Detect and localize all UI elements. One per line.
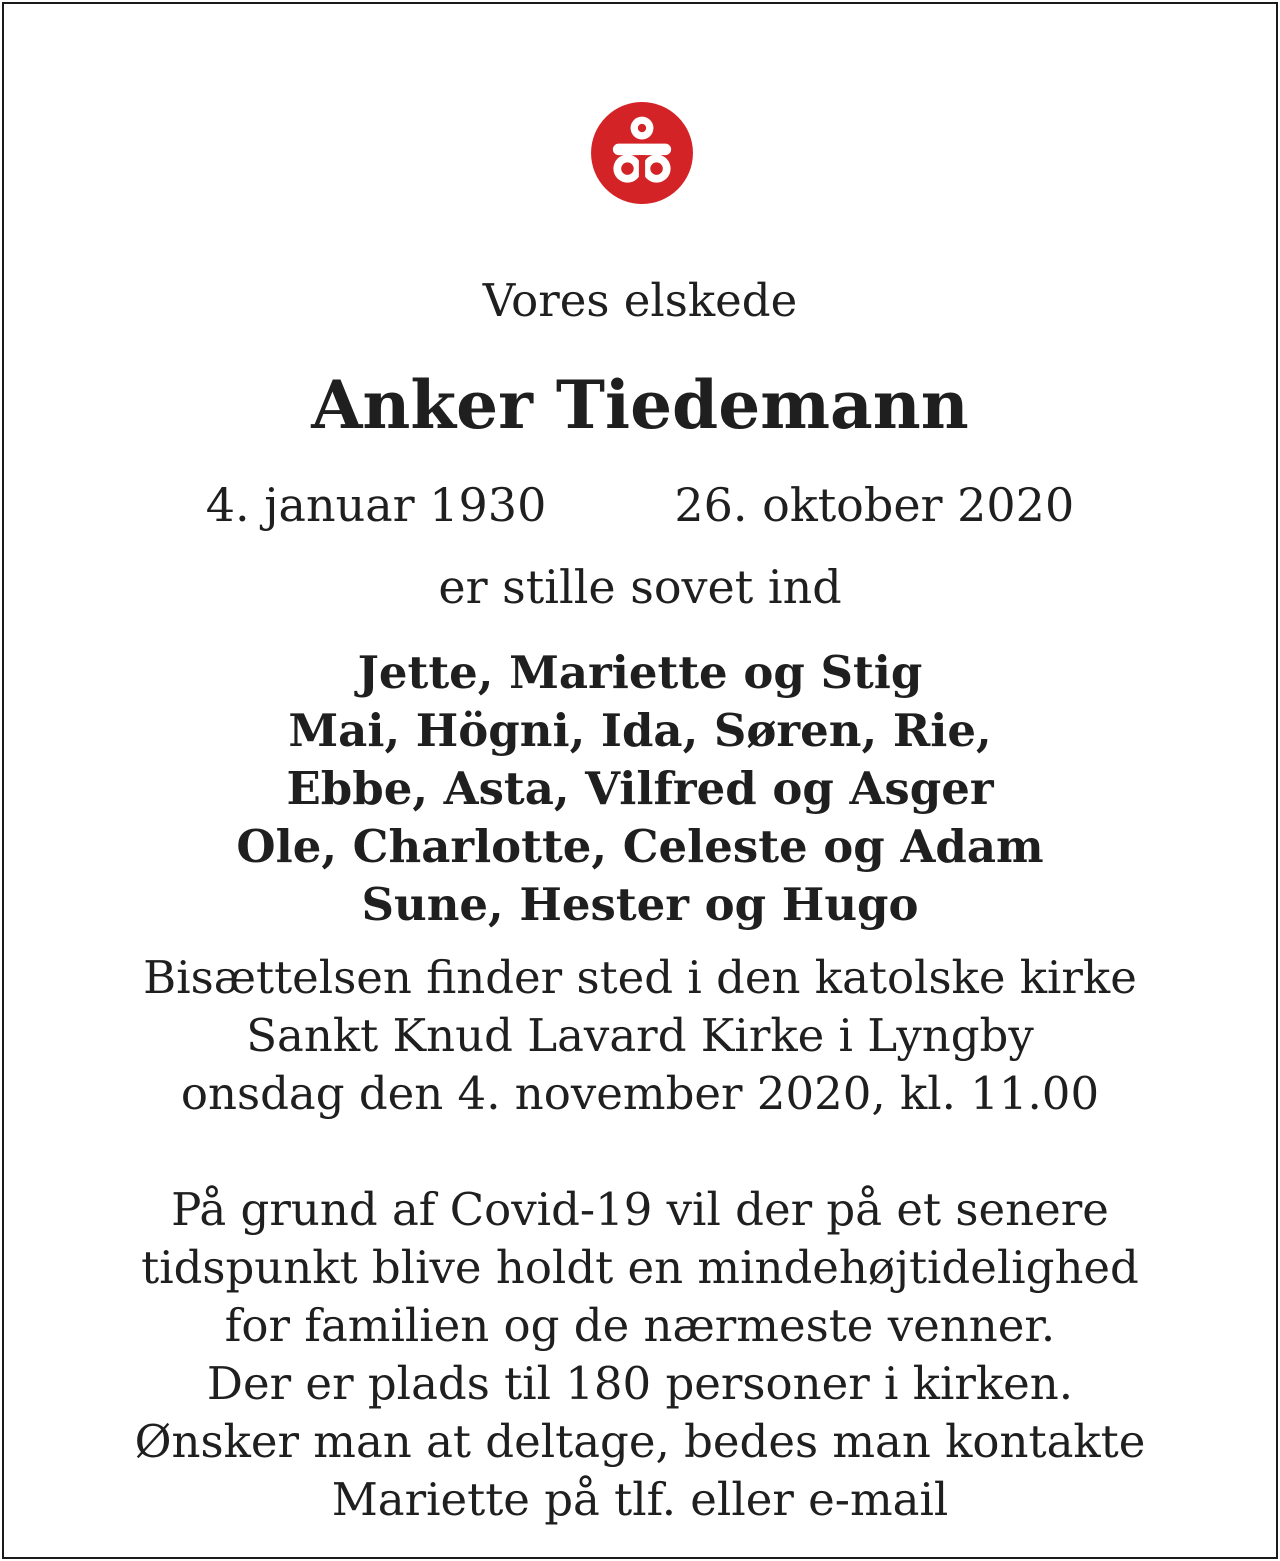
mourners-line: Ebbe, Asta, Vilfred og Asger [286, 762, 994, 815]
mourners-line: Jette, Mariette og Stig [357, 646, 923, 699]
red-cross-emblem-icon [590, 101, 694, 205]
mourners-list [4, 644, 1276, 934]
notice-line: Der er plads til 180 personer i kirken. [206, 1357, 1074, 1410]
ceremony-info [4, 949, 1276, 1123]
notice-line: tidspunkt blive holdt en mindehøjtidelighed [141, 1241, 1139, 1294]
life-dates [4, 478, 1276, 532]
passed-text: er stille sovet ind [438, 560, 842, 614]
covid-notice [4, 1181, 1276, 1529]
mourners-line: Sune, Hester og Hugo [361, 878, 919, 931]
notice-line: for familien og de nærmeste venner. [224, 1299, 1056, 1352]
notice-line: På grund af Covid-19 vil der på et senere [171, 1183, 1109, 1236]
mourners-line: Ole, Charlotte, Celeste og Adam [236, 820, 1044, 873]
deceased-name: Anker Tiedemann [311, 366, 969, 444]
ceremony-line: onsdag den 4. november 2020, kl. 11.00 [180, 1067, 1100, 1120]
obituary-notice [2, 2, 1278, 1559]
birth-date: 4. januar 1930 [205, 478, 547, 532]
notice-line: Ønsker man at deltage, bedes man kontakte [134, 1415, 1146, 1468]
death-date: 26. oktober 2020 [674, 478, 1075, 532]
ceremony-line: Bisættelsen finder sted i den katolske kirke [143, 951, 1137, 1004]
mourners-line: Mai, Högni, Ida, Søren, Rie, [288, 704, 992, 757]
notice-line: Mariette på tlf. eller e-mail [331, 1473, 949, 1526]
ceremony-line: Sankt Knud Lavard Kirke i Lyngby [246, 1009, 1034, 1062]
intro-text: Vores elskede [482, 274, 798, 327]
